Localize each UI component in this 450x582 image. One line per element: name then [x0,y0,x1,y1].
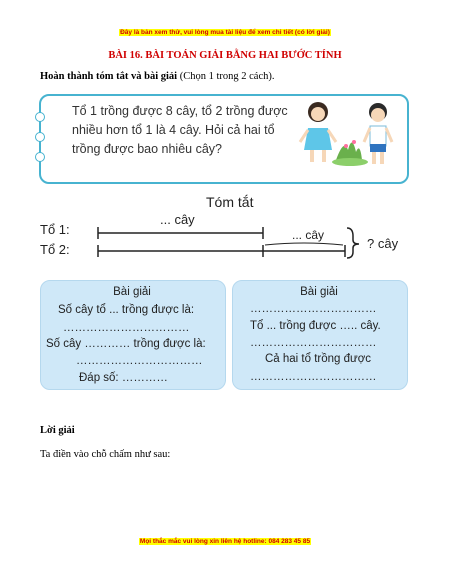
problem-line: trồng được bao nhiêu cây? [72,142,222,156]
footer-notice: Mọi thắc mắc vui lòng xin liên hệ hotline: 084 283 45 85 [139,538,311,545]
binder-ring-icon [35,152,45,162]
instruction: Hoàn thành tóm tắt và bài giải (Chọn 1 trong 2 cách). [40,71,275,82]
problem-text [72,102,312,159]
summary-title: Tóm tắt [206,194,254,210]
team2-label: Tổ 2: [40,242,70,257]
problem-line: Tổ 1 trồng được 8 cây, tổ 2 trồng được [72,104,288,118]
left-box-line: Số cây tổ ... trồng được là: [58,304,195,316]
team1-label: Tổ 1: [40,222,70,237]
children-illustration [296,98,400,170]
right-box-heading: Bài giải [300,286,338,298]
left-box-line: …………………………… [76,355,203,367]
right-box-line: Tổ ... trồng được ….. cây. [250,320,381,332]
binder-ring-icon [35,112,45,122]
left-box-line: Đáp số: ………… [79,372,168,384]
left-box-line: …………………………… [63,322,190,334]
segment-diagram [95,222,365,262]
header-notice: Đây là bản xem thử, vui lòng mua tài liệu để xem chi tiết (có lời giải) [120,29,330,36]
right-box-line: …………………………… [250,303,377,315]
total-question: ? cây [367,236,399,251]
left-box-line: Số cây ………… trồng được là: [46,338,206,350]
solution-heading: Lời giải [40,425,75,436]
right-box-line: Cả hai tổ trồng được [265,353,372,365]
team1-value: ... cây [160,212,195,227]
problem-line: nhiều hơn tổ 1 là 4 cây. Hỏi cả hai tổ [72,123,275,137]
left-box-heading: Bài giải [113,286,151,298]
right-box-line: …………………………… [250,337,377,349]
binder-ring-icon [35,132,45,142]
team2-extra-value: ... cây [292,228,325,242]
solution-text: Ta điền vào chỗ chấm như sau: [40,449,171,460]
right-box-line: …………………………… [250,371,377,383]
lesson-title: BÀI 16. BÀI TOÁN GIẢI BẰNG HAI BƯỚC TÍNH [108,50,342,61]
